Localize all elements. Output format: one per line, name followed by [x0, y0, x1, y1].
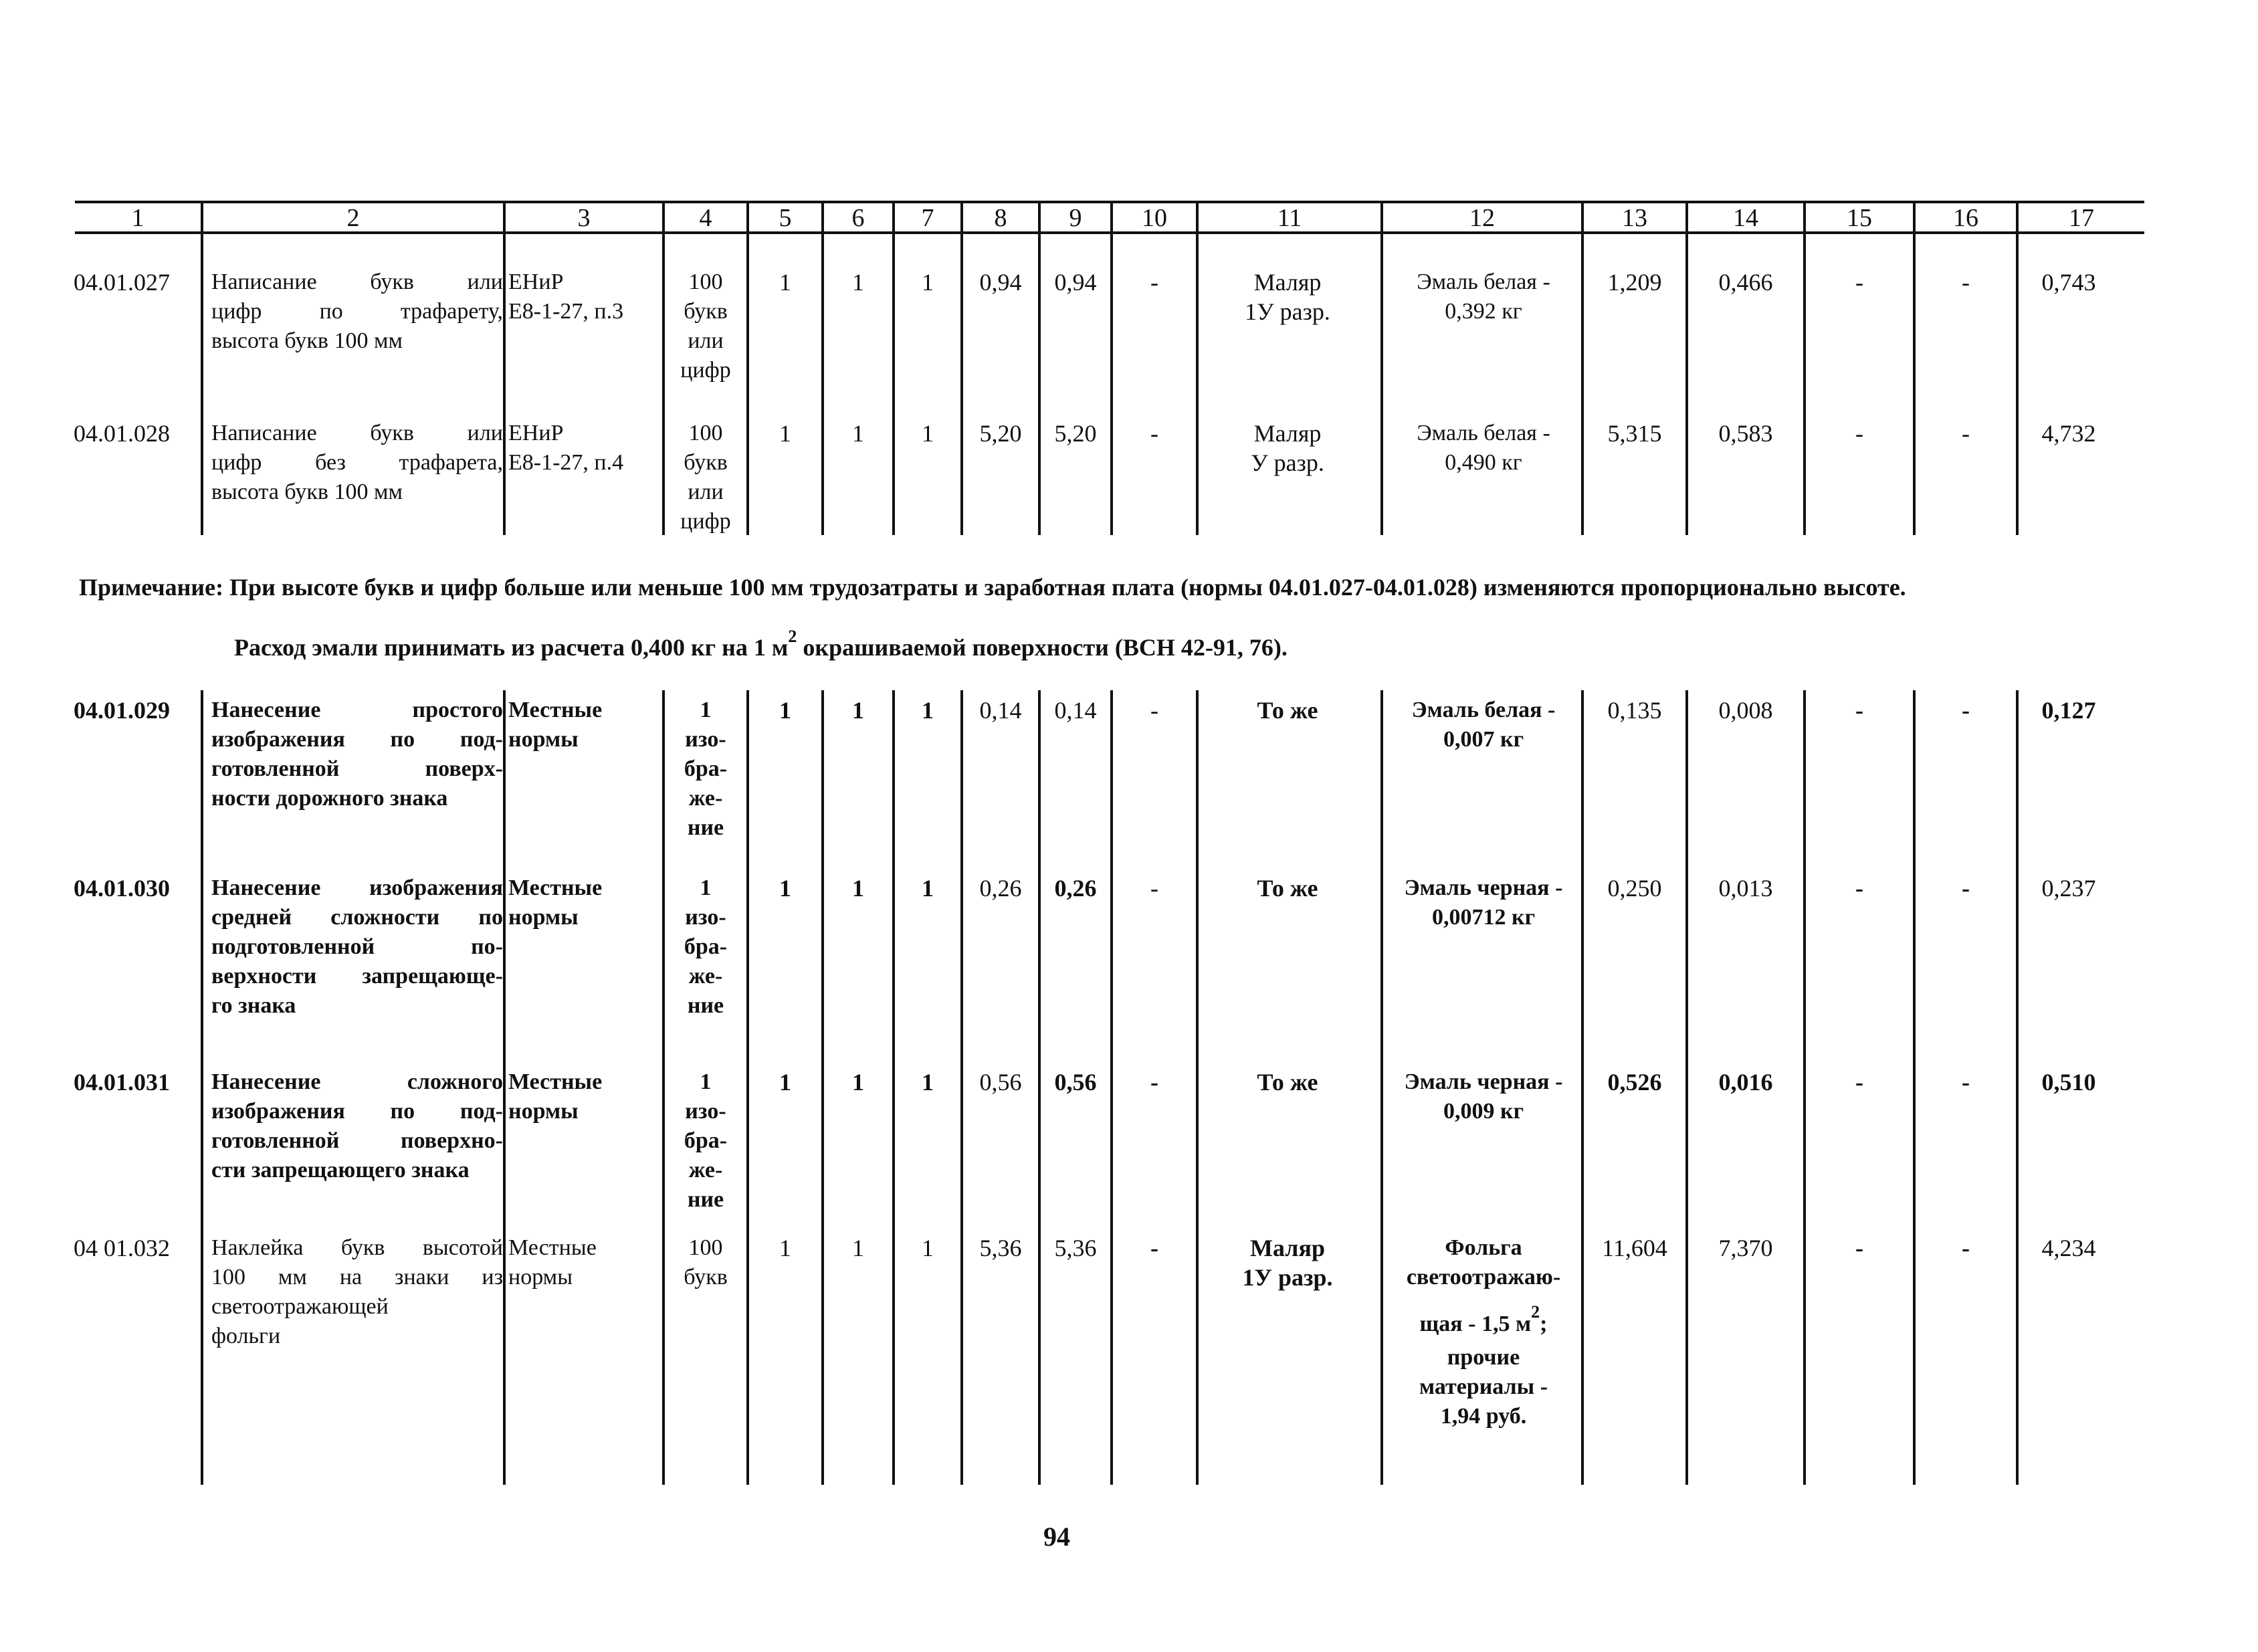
- cell-col-13: 0,526: [1607, 1069, 1662, 1096]
- row-name: Нанесение сложного изображения по под- готовленной поверхно- сти запрещающего знака: [211, 1069, 503, 1182]
- cell-col-16: -: [1962, 697, 1970, 724]
- row-name: Нанесение изображения средней сложности по подготовленной по- верхности запрещающе- го знака: [211, 875, 503, 1018]
- cell-col-9: 0,56: [1054, 1069, 1097, 1096]
- row-worker: То же: [1257, 875, 1318, 902]
- note-line-1: Примечание: При высоте букв и цифр больше или меньше 100 мм трудозатраты и заработная плата (нормы 04.01.027-04.01.028) изменяются пропорционально высоте.: [79, 574, 1906, 601]
- cell-col-13: 11,604: [1602, 1235, 1667, 1261]
- cell-col-5: 1: [779, 875, 791, 902]
- header-col-14: 14: [1733, 204, 1758, 232]
- header-col-5: 5: [779, 204, 792, 232]
- cell-col-9: 0,94: [1054, 269, 1097, 296]
- row-reference: Местные нормы: [508, 1235, 597, 1289]
- header-col-9: 9: [1069, 204, 1082, 232]
- row-reference: Местные нормы: [508, 1069, 603, 1124]
- header-col-7: 7: [921, 204, 934, 232]
- cell-col-10: -: [1150, 420, 1158, 447]
- cell-col-7: 1: [922, 1069, 934, 1096]
- cell-col-9: 5,20: [1054, 420, 1097, 447]
- row-code: 04.01.030: [74, 875, 170, 902]
- cell-col-17: 0,510: [2041, 1069, 2096, 1096]
- cell-col-9: 0,26: [1054, 875, 1097, 902]
- row-unit: 100 букв или цифр: [680, 421, 731, 534]
- cell-col-8: 5,20: [979, 420, 1022, 447]
- cell-col-13: 0,135: [1607, 697, 1662, 724]
- cell-col-8: 5,36: [979, 1235, 1022, 1261]
- cell-col-8: 0,94: [979, 269, 1022, 296]
- row-materials: Эмаль белая - 0,007 кг: [1411, 698, 1556, 752]
- header-col-16: 16: [1953, 204, 1978, 232]
- cell-col-13: 0,250: [1607, 875, 1662, 902]
- cell-col-16: -: [1962, 1069, 1970, 1096]
- cell-col-10: -: [1150, 697, 1158, 724]
- cell-col-5: 1: [779, 697, 791, 724]
- row-unit: 1 изо- бра- же- ние: [684, 1069, 728, 1212]
- cell-col-7: 1: [922, 1235, 934, 1261]
- header-col-17: 17: [2069, 204, 2094, 232]
- row-code: 04.01.027: [74, 269, 170, 296]
- cell-col-8: 0,14: [979, 697, 1022, 724]
- cell-col-17: 0,743: [2041, 269, 2096, 296]
- row-name: Написание букв или цифр по трафарету, высота букв 100 мм: [211, 270, 503, 353]
- cell-col-10: -: [1150, 1069, 1158, 1096]
- cell-col-8: 0,56: [979, 1069, 1022, 1096]
- row-worker: Маляр 1У разр.: [1242, 1235, 1333, 1291]
- cell-col-9: 5,36: [1054, 1235, 1097, 1261]
- header-col-15: 15: [1847, 204, 1872, 232]
- cell-col-16: -: [1962, 875, 1970, 902]
- cell-col-15: -: [1855, 1235, 1863, 1261]
- cell-col-6: 1: [852, 697, 864, 724]
- cell-col-5: 1: [779, 269, 791, 296]
- cell-col-10: -: [1150, 1235, 1158, 1261]
- cell-col-17: 4,234: [2041, 1235, 2096, 1261]
- cell-col-15: -: [1855, 697, 1863, 724]
- cell-col-6: 1: [852, 875, 864, 902]
- header-col-10: 10: [1142, 204, 1167, 232]
- row-reference: ЕНиР Е8-1-27, п.3: [508, 270, 624, 324]
- cell-col-16: -: [1962, 420, 1970, 447]
- body-col-sep: [503, 234, 506, 535]
- row-materials: Эмаль черная - 0,009 кг: [1404, 1069, 1563, 1124]
- row-reference: Местные нормы: [508, 698, 603, 752]
- row-materials: Фольга светоотражаю- щая - 1,5 $м^2$; прочие материалы - 1,94 руб.: [1406, 1235, 1561, 1429]
- cell-col-6: 1: [852, 269, 864, 296]
- row-code: 04.01.028: [74, 420, 170, 447]
- row-unit: 1 изо- бра- же- ние: [684, 698, 728, 840]
- row-code: 04 01.032: [74, 1235, 170, 1261]
- row-worker: То же: [1257, 1069, 1318, 1096]
- row-unit: 100 букв: [684, 1235, 728, 1289]
- header-col-1: 1: [131, 204, 144, 232]
- row-name: Нанесение простого изображения по под- готовленной поверх- ности дорожного знака: [211, 698, 503, 811]
- cell-col-7: 1: [922, 697, 934, 724]
- cell-col-7: 1: [922, 420, 934, 447]
- cell-col-6: 1: [852, 420, 864, 447]
- cell-col-8: 0,26: [979, 875, 1022, 902]
- row-unit: 1 изо- бра- же- ние: [684, 875, 728, 1018]
- cell-col-15: -: [1855, 269, 1863, 296]
- row-materials: Эмаль белая - 0,490 кг: [1417, 421, 1550, 475]
- cell-col-10: -: [1150, 875, 1158, 902]
- cell-col-15: -: [1855, 1069, 1863, 1096]
- cell-col-5: 1: [779, 1235, 791, 1261]
- row-materials: Эмаль черная - 0,00712 кг: [1404, 875, 1563, 930]
- cell-col-17: 0,127: [2041, 697, 2096, 724]
- cell-col-17: 0,237: [2041, 875, 2096, 902]
- cell-col-7: 1: [922, 269, 934, 296]
- row-unit: 100 букв или цифр: [680, 270, 731, 383]
- note-line-2: Расход эмали принимать из расчета 0,400 кг на 1 $м^2$ окрашиваемой поверхности (ВСН 42-91, 76).: [234, 627, 1288, 661]
- cell-col-14: 0,016: [1718, 1069, 1773, 1096]
- body-col-sep: [201, 234, 203, 535]
- cell-col-9: 0,14: [1054, 697, 1097, 724]
- cell-col-14: 0,013: [1718, 875, 1773, 902]
- cell-col-14: 0,008: [1718, 697, 1773, 724]
- cell-col-14: 0,466: [1718, 269, 1773, 296]
- row-name: Наклейка букв высотой 100 мм на знаки из светоотражающей фольги: [211, 1235, 503, 1348]
- row-reference: Местные нормы: [508, 875, 603, 930]
- body-col-sep: [503, 690, 506, 1485]
- cell-col-6: 1: [852, 1069, 864, 1096]
- body-col-sep: [201, 690, 203, 1485]
- page-number: 94: [1043, 1522, 1070, 1552]
- header-col-8: 8: [994, 204, 1007, 232]
- row-worker: Маляр У разр.: [1251, 420, 1324, 476]
- header-col-6: 6: [851, 204, 865, 232]
- row-code: 04.01.029: [74, 697, 170, 724]
- cell-col-5: 1: [779, 1069, 791, 1096]
- cell-col-6: 1: [852, 1235, 864, 1261]
- cell-col-14: 0,583: [1718, 420, 1773, 447]
- row-worker: Маляр 1У разр.: [1245, 269, 1330, 325]
- row-name: Написание букв или цифр без трафарета, высота букв 100 мм: [211, 421, 503, 504]
- cell-col-13: 1,209: [1607, 269, 1662, 296]
- cell-col-16: -: [1962, 1235, 1970, 1261]
- cell-col-16: -: [1962, 269, 1970, 296]
- header-col-13: 13: [1622, 204, 1647, 232]
- cell-col-10: -: [1150, 269, 1158, 296]
- cell-col-17: 4,732: [2041, 420, 2096, 447]
- header-col-11: 11: [1277, 204, 1302, 232]
- header-col-3: 3: [577, 204, 591, 232]
- row-materials: Эмаль белая - 0,392 кг: [1417, 270, 1550, 324]
- header-col-4: 4: [699, 204, 712, 232]
- cell-col-5: 1: [779, 420, 791, 447]
- header-col-2: 2: [346, 204, 360, 232]
- cell-col-15: -: [1855, 420, 1863, 447]
- cell-col-13: 5,315: [1607, 420, 1662, 447]
- row-reference: ЕНиР Е8-1-27, п.4: [508, 421, 624, 475]
- row-code: 04.01.031: [74, 1069, 170, 1096]
- cell-col-15: -: [1855, 875, 1863, 902]
- cell-col-14: 7,370: [1718, 1235, 1773, 1261]
- row-worker: То же: [1257, 697, 1318, 724]
- cell-col-7: 1: [922, 875, 934, 902]
- header-col-12: 12: [1469, 204, 1495, 232]
